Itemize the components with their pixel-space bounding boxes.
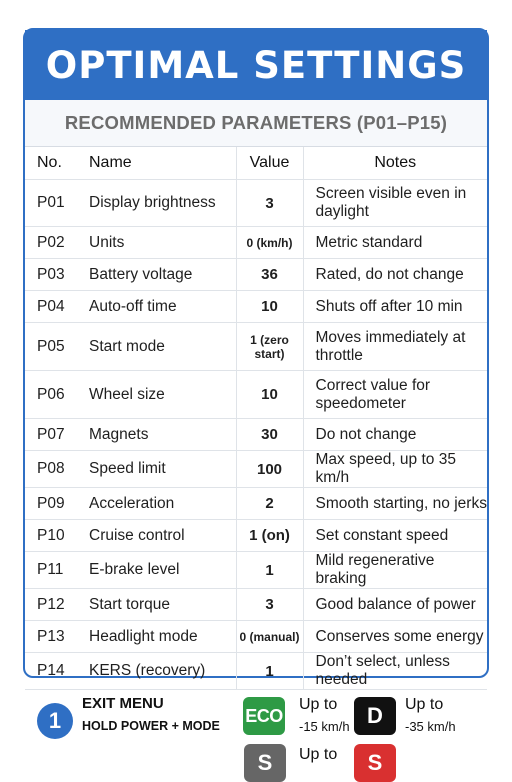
param-number: P03 xyxy=(25,259,77,291)
param-number: P01 xyxy=(25,180,77,227)
page-title: OPTIMAL SETTINGS xyxy=(25,30,487,100)
param-name: Headlight mode xyxy=(77,621,236,653)
param-value: 30 xyxy=(236,419,303,451)
exit-menu-title: EXIT MENU xyxy=(82,695,164,712)
param-number: P07 xyxy=(25,419,77,451)
param-name: Cruise control xyxy=(77,520,236,552)
param-value: 3 xyxy=(236,589,303,621)
settings-card xyxy=(23,28,489,688)
param-notes: Max speed, up to 35 km/h xyxy=(303,451,487,488)
table-body xyxy=(25,180,487,690)
param-notes: Set constant speed xyxy=(303,520,487,552)
param-notes: Metric standard xyxy=(303,227,487,259)
mode-eco-line2: -15 km/h xyxy=(299,719,350,734)
param-number: P04 xyxy=(25,291,77,323)
column-header-name: Name xyxy=(77,147,236,180)
param-value: 1 xyxy=(236,653,303,690)
param-number: P10 xyxy=(25,520,77,552)
table-header-row xyxy=(25,147,487,180)
param-name: Acceleration xyxy=(77,488,236,520)
param-number: P05 xyxy=(25,323,77,371)
param-value: 36 xyxy=(236,259,303,291)
param-number: P09 xyxy=(25,488,77,520)
param-name: Display brightness xyxy=(77,180,236,227)
param-value: 1 (on) xyxy=(236,520,303,552)
param-number: P14 xyxy=(25,653,77,690)
column-header-notes: Notes xyxy=(303,147,487,180)
param-notes: Screen visible even in daylight xyxy=(303,180,487,227)
param-name: KERS (recovery) xyxy=(77,653,236,690)
param-name: E-brake level xyxy=(77,552,236,589)
mode-eco-line1: Up to xyxy=(299,696,338,713)
mode-badge-eco: ECO xyxy=(243,697,285,735)
parameters-table xyxy=(25,147,487,690)
table-row xyxy=(25,621,487,653)
column-header-value: Value xyxy=(236,147,303,180)
table-row xyxy=(25,488,487,520)
param-number: P12 xyxy=(25,589,77,621)
param-value: 2 xyxy=(236,488,303,520)
table-row xyxy=(25,291,487,323)
step-number-badge: 1 xyxy=(37,703,73,739)
mode-badge-d: D xyxy=(354,697,396,735)
param-name: Speed limit xyxy=(77,451,236,488)
param-value: 0 (km/h) xyxy=(236,227,303,259)
param-value: 100 xyxy=(236,451,303,488)
column-header-no: No. xyxy=(25,147,77,180)
param-name: Magnets xyxy=(77,419,236,451)
table-row xyxy=(25,180,487,227)
table-row xyxy=(25,589,487,621)
param-number: P13 xyxy=(25,621,77,653)
mode-badge-s: S xyxy=(244,744,286,782)
param-notes: Moves immediately at throttle xyxy=(303,323,487,371)
table-row xyxy=(25,227,487,259)
param-value: 3 xyxy=(236,180,303,227)
param-number: P08 xyxy=(25,451,77,488)
param-notes: Do not change xyxy=(303,419,487,451)
param-number: P06 xyxy=(25,371,77,419)
param-notes: Don’t select, unless needed xyxy=(303,653,487,690)
param-value: 10 xyxy=(236,291,303,323)
table-row xyxy=(25,323,487,371)
param-name: Start mode xyxy=(77,323,236,371)
table-row xyxy=(25,259,487,291)
table-row xyxy=(25,419,487,451)
param-notes: Shuts off after 10 min xyxy=(303,291,487,323)
table-row xyxy=(25,520,487,552)
param-value: 1 xyxy=(236,552,303,589)
param-name: Start torque xyxy=(77,589,236,621)
param-number: P02 xyxy=(25,227,77,259)
table-row xyxy=(25,552,487,589)
param-value: 1 (zero start) xyxy=(236,323,303,371)
param-notes: Conserves some energy xyxy=(303,621,487,653)
param-notes: Correct value for speedometer xyxy=(303,371,487,419)
param-notes: Good balance of power xyxy=(303,589,487,621)
param-name: Battery voltage xyxy=(77,259,236,291)
page-subtitle: RECOMMENDED PARAMETERS (P01–P15) xyxy=(25,100,487,147)
param-name: Auto-off time xyxy=(77,291,236,323)
table-row xyxy=(25,371,487,419)
param-value: 10 xyxy=(236,371,303,419)
param-notes: Mild regenerative braking xyxy=(303,552,487,589)
param-value: 0 (manual) xyxy=(236,621,303,653)
table-row xyxy=(25,653,487,690)
table-row xyxy=(25,451,487,488)
mode-d-line2: -35 km/h xyxy=(405,719,456,734)
param-notes: Smooth starting, no jerks xyxy=(303,488,487,520)
param-name: Wheel size xyxy=(77,371,236,419)
exit-menu-instruction: HOLD POWER + MODE xyxy=(82,719,220,733)
param-number: P11 xyxy=(25,552,77,589)
mode-badge-s-red: S xyxy=(354,744,396,782)
mode-s-line1: Up to xyxy=(299,746,338,763)
param-notes: Rated, do not change xyxy=(303,259,487,291)
mode-d-line1: Up to xyxy=(405,696,444,713)
param-name: Units xyxy=(77,227,236,259)
